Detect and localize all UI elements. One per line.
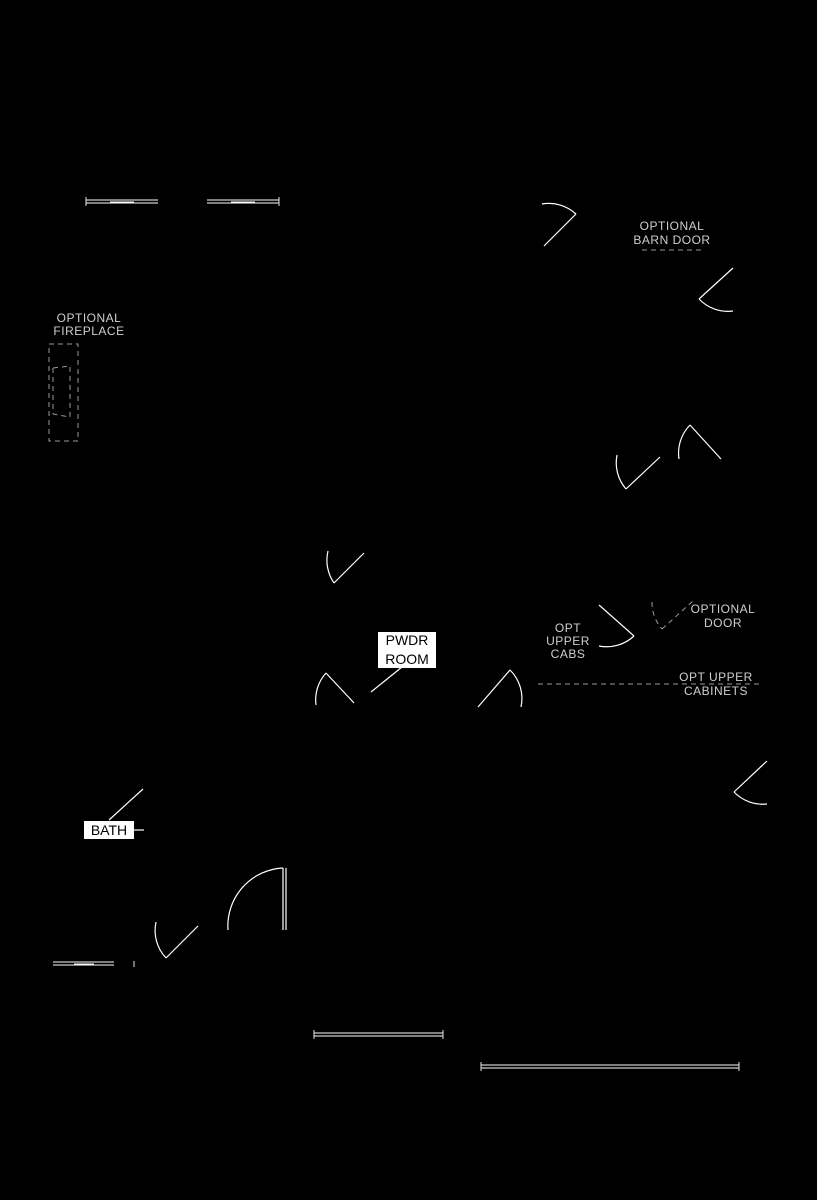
door-swing-upper-right (699, 268, 733, 311)
label-optional-barn-door-line1: OPTIONAL (639, 219, 705, 233)
window-top-left (86, 197, 158, 206)
door-swing-top (542, 203, 576, 246)
label-optional-fireplace (53, 311, 124, 338)
door-swing-pwdr-right (478, 670, 522, 707)
optional-fireplace (49, 344, 78, 441)
label-optional-door-line1: OPTIONAL (690, 602, 756, 616)
label-pwdr-room-line1: PWDR (385, 632, 429, 648)
label-opt-upper-cabinets-line1: OPT UPPER (679, 670, 753, 684)
label-opt-upper-cabs-line1: OPT (554, 621, 582, 635)
pwdr-room-leader (371, 667, 402, 692)
label-optional-barn-door (633, 219, 710, 247)
door-swing-upper-cabs (599, 605, 634, 647)
label-optional-fireplace-line2: FIREPLACE (53, 324, 125, 338)
label-opt-upper-cabinets (679, 670, 753, 698)
label-bath (84, 821, 134, 839)
label-opt-upper-cabs-line3: CABS (550, 647, 586, 661)
window-bottom-right (481, 1062, 739, 1071)
door-swing-lower-small (155, 922, 198, 958)
door-swing-right-lower (734, 761, 767, 804)
label-opt-upper-cabinets-line2: CABINETS (683, 684, 749, 698)
door-swing-pwdr-left (316, 673, 354, 705)
window-bottom-center (314, 1030, 443, 1039)
window-lower-left (53, 961, 134, 967)
window-top-center (207, 197, 279, 206)
label-optional-barn-door-line2: BARN DOOR (633, 233, 711, 247)
label-optional-door-line2: DOOR (704, 616, 742, 630)
label-optional-door (691, 602, 756, 630)
label-bath-text: BATH (90, 822, 128, 838)
label-pwdr-room (378, 632, 436, 668)
label-pwdr-room-line2: ROOM (385, 651, 429, 667)
label-opt-upper-cabs-line2: UPPER (546, 634, 590, 648)
door-swing-center (327, 551, 364, 583)
label-optional-fireplace-line1: OPTIONAL (56, 311, 122, 325)
door-swing-mid-right-b (679, 425, 721, 459)
door-swing-mid-right-a (616, 455, 660, 489)
label-opt-upper-cabs (546, 621, 590, 661)
optional-door-swing (652, 601, 693, 629)
door-swing-lower-large (228, 868, 286, 930)
